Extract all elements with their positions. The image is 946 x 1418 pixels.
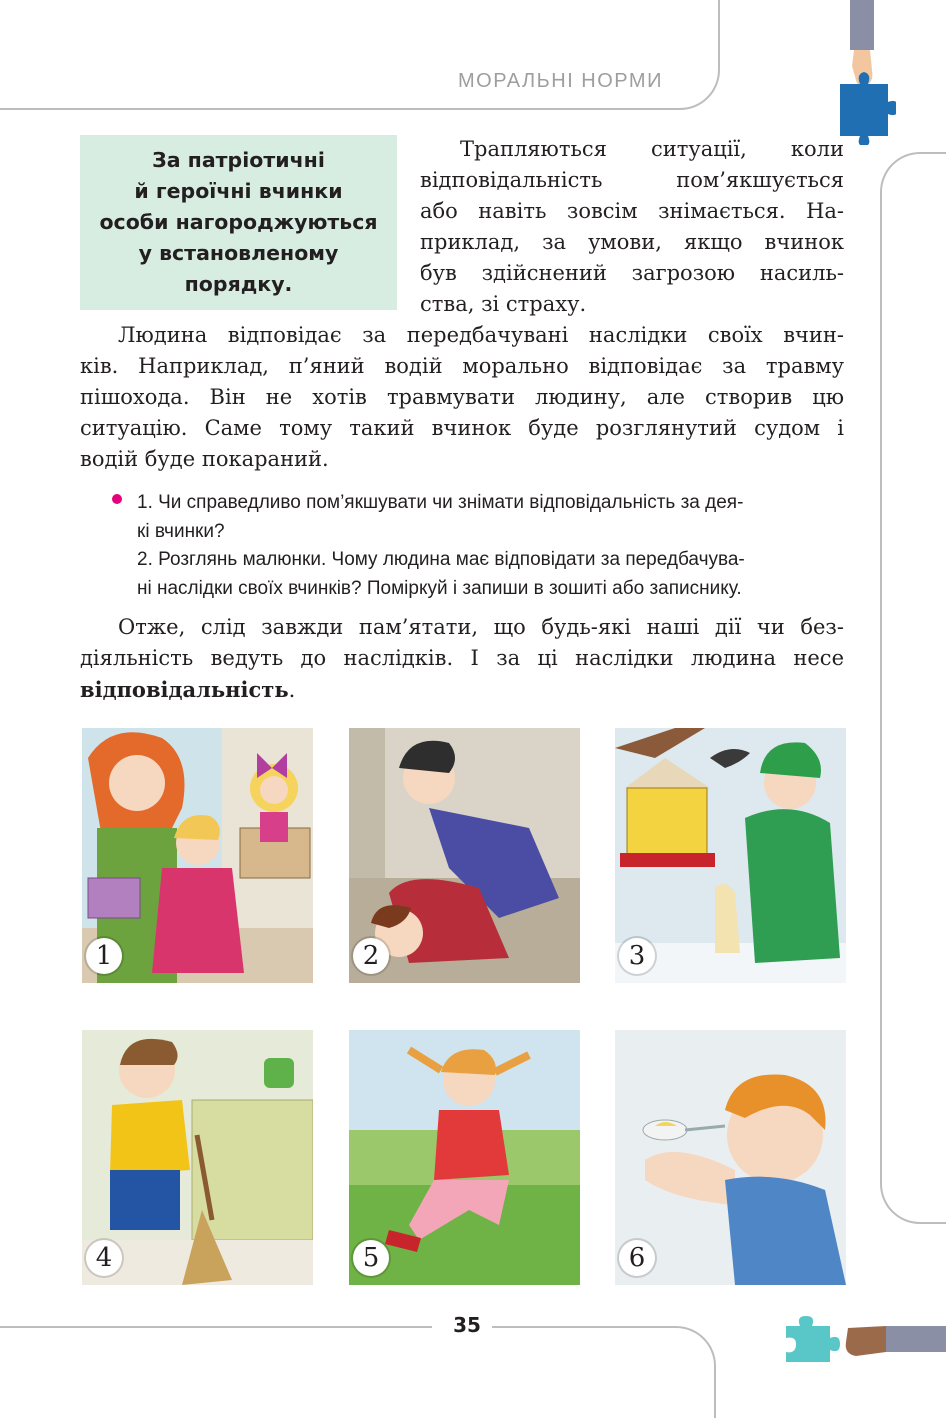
question-line: 1. Чи справедливо пом’якшувати чи знімати відповідальність за дея-: [137, 492, 744, 513]
illustration-2: [349, 728, 580, 983]
top-frame-line: [0, 0, 720, 110]
aside-line: у встановленому: [138, 241, 339, 265]
text-line: ства, зі страху.: [420, 292, 587, 316]
illustration-number: 3: [619, 938, 655, 974]
running-header: МОРАЛЬНІ НОРМИ: [458, 70, 663, 92]
puzzle-piece-bottom-icon: [786, 1310, 946, 1370]
illustration-3: [615, 728, 846, 983]
footer-line-left: [0, 1326, 432, 1328]
illustration-number: 4: [86, 1240, 122, 1276]
question-line: ні наслідки своїх вчинків? Поміркуй і запиши в зошиті або записнику.: [137, 577, 742, 599]
text-line: або навіть зовсім знімається. На-: [420, 199, 844, 223]
aside-note: [80, 135, 397, 310]
illustration-6: [615, 1030, 846, 1285]
aside-line: За патріотичні: [152, 148, 325, 172]
aside-line: порядку.: [184, 272, 293, 296]
illustration-5: [349, 1030, 580, 1285]
text-line: ситуацію. Саме тому такий вчинок буде розглянутий судом і: [80, 416, 844, 440]
right-frame-line: [880, 152, 946, 1224]
hand-icon: [846, 1326, 886, 1356]
illustration-4: [82, 1030, 313, 1285]
question-line: кі вчинки?: [137, 520, 225, 542]
footer-line-right: [492, 1326, 716, 1418]
illustration-number: 5: [353, 1240, 389, 1276]
key-term: відповідальність: [80, 677, 289, 702]
paragraph-conclusion: [80, 612, 844, 706]
text-line: приклад, за умови, якщо вчинок: [420, 230, 844, 254]
bullet-icon: [112, 494, 122, 504]
question-line: 2. Розглянь малюнки. Чому людина має відповідати за передбачува-: [137, 549, 745, 570]
text-line: відповідальність пом’якшується: [420, 168, 844, 192]
questions-block: [137, 489, 847, 603]
text-line: відповідальність.: [80, 677, 296, 702]
page-number: 35: [453, 1313, 481, 1337]
paragraph-consequences: [80, 320, 844, 475]
illustration-number: 2: [353, 938, 389, 974]
illustration-number: 6: [619, 1240, 655, 1276]
text-line: діяльність ведуть до наслідків. І за ці наслідки людина несе: [80, 646, 844, 670]
text-line: ків. Наприклад, п’яний водій морально відповідає за травму: [80, 354, 844, 378]
paragraph-intro: [420, 134, 844, 320]
text-line: пішохода. Він не хотів травмувати людину, але створив цю: [80, 385, 844, 409]
text-line: Людина відповідає за передбачувані наслідки своїх вчин-: [118, 323, 844, 347]
illustration-number: 1: [86, 938, 122, 974]
aside-line: особи нагороджуються: [99, 210, 378, 234]
text-line: Трапляються ситуації, коли: [460, 137, 844, 161]
text-line: водій буде покараний.: [80, 447, 329, 471]
aside-line: й героїчні вчинки: [134, 179, 343, 203]
text-line: був здійснений загрозою насиль-: [420, 261, 844, 285]
text-line: Отже, слід завжди пам’ятати, що будь-які наші дії чи без-: [118, 615, 844, 639]
puzzle-piece-top-icon: [836, 0, 896, 145]
illustration-1: [82, 728, 313, 983]
